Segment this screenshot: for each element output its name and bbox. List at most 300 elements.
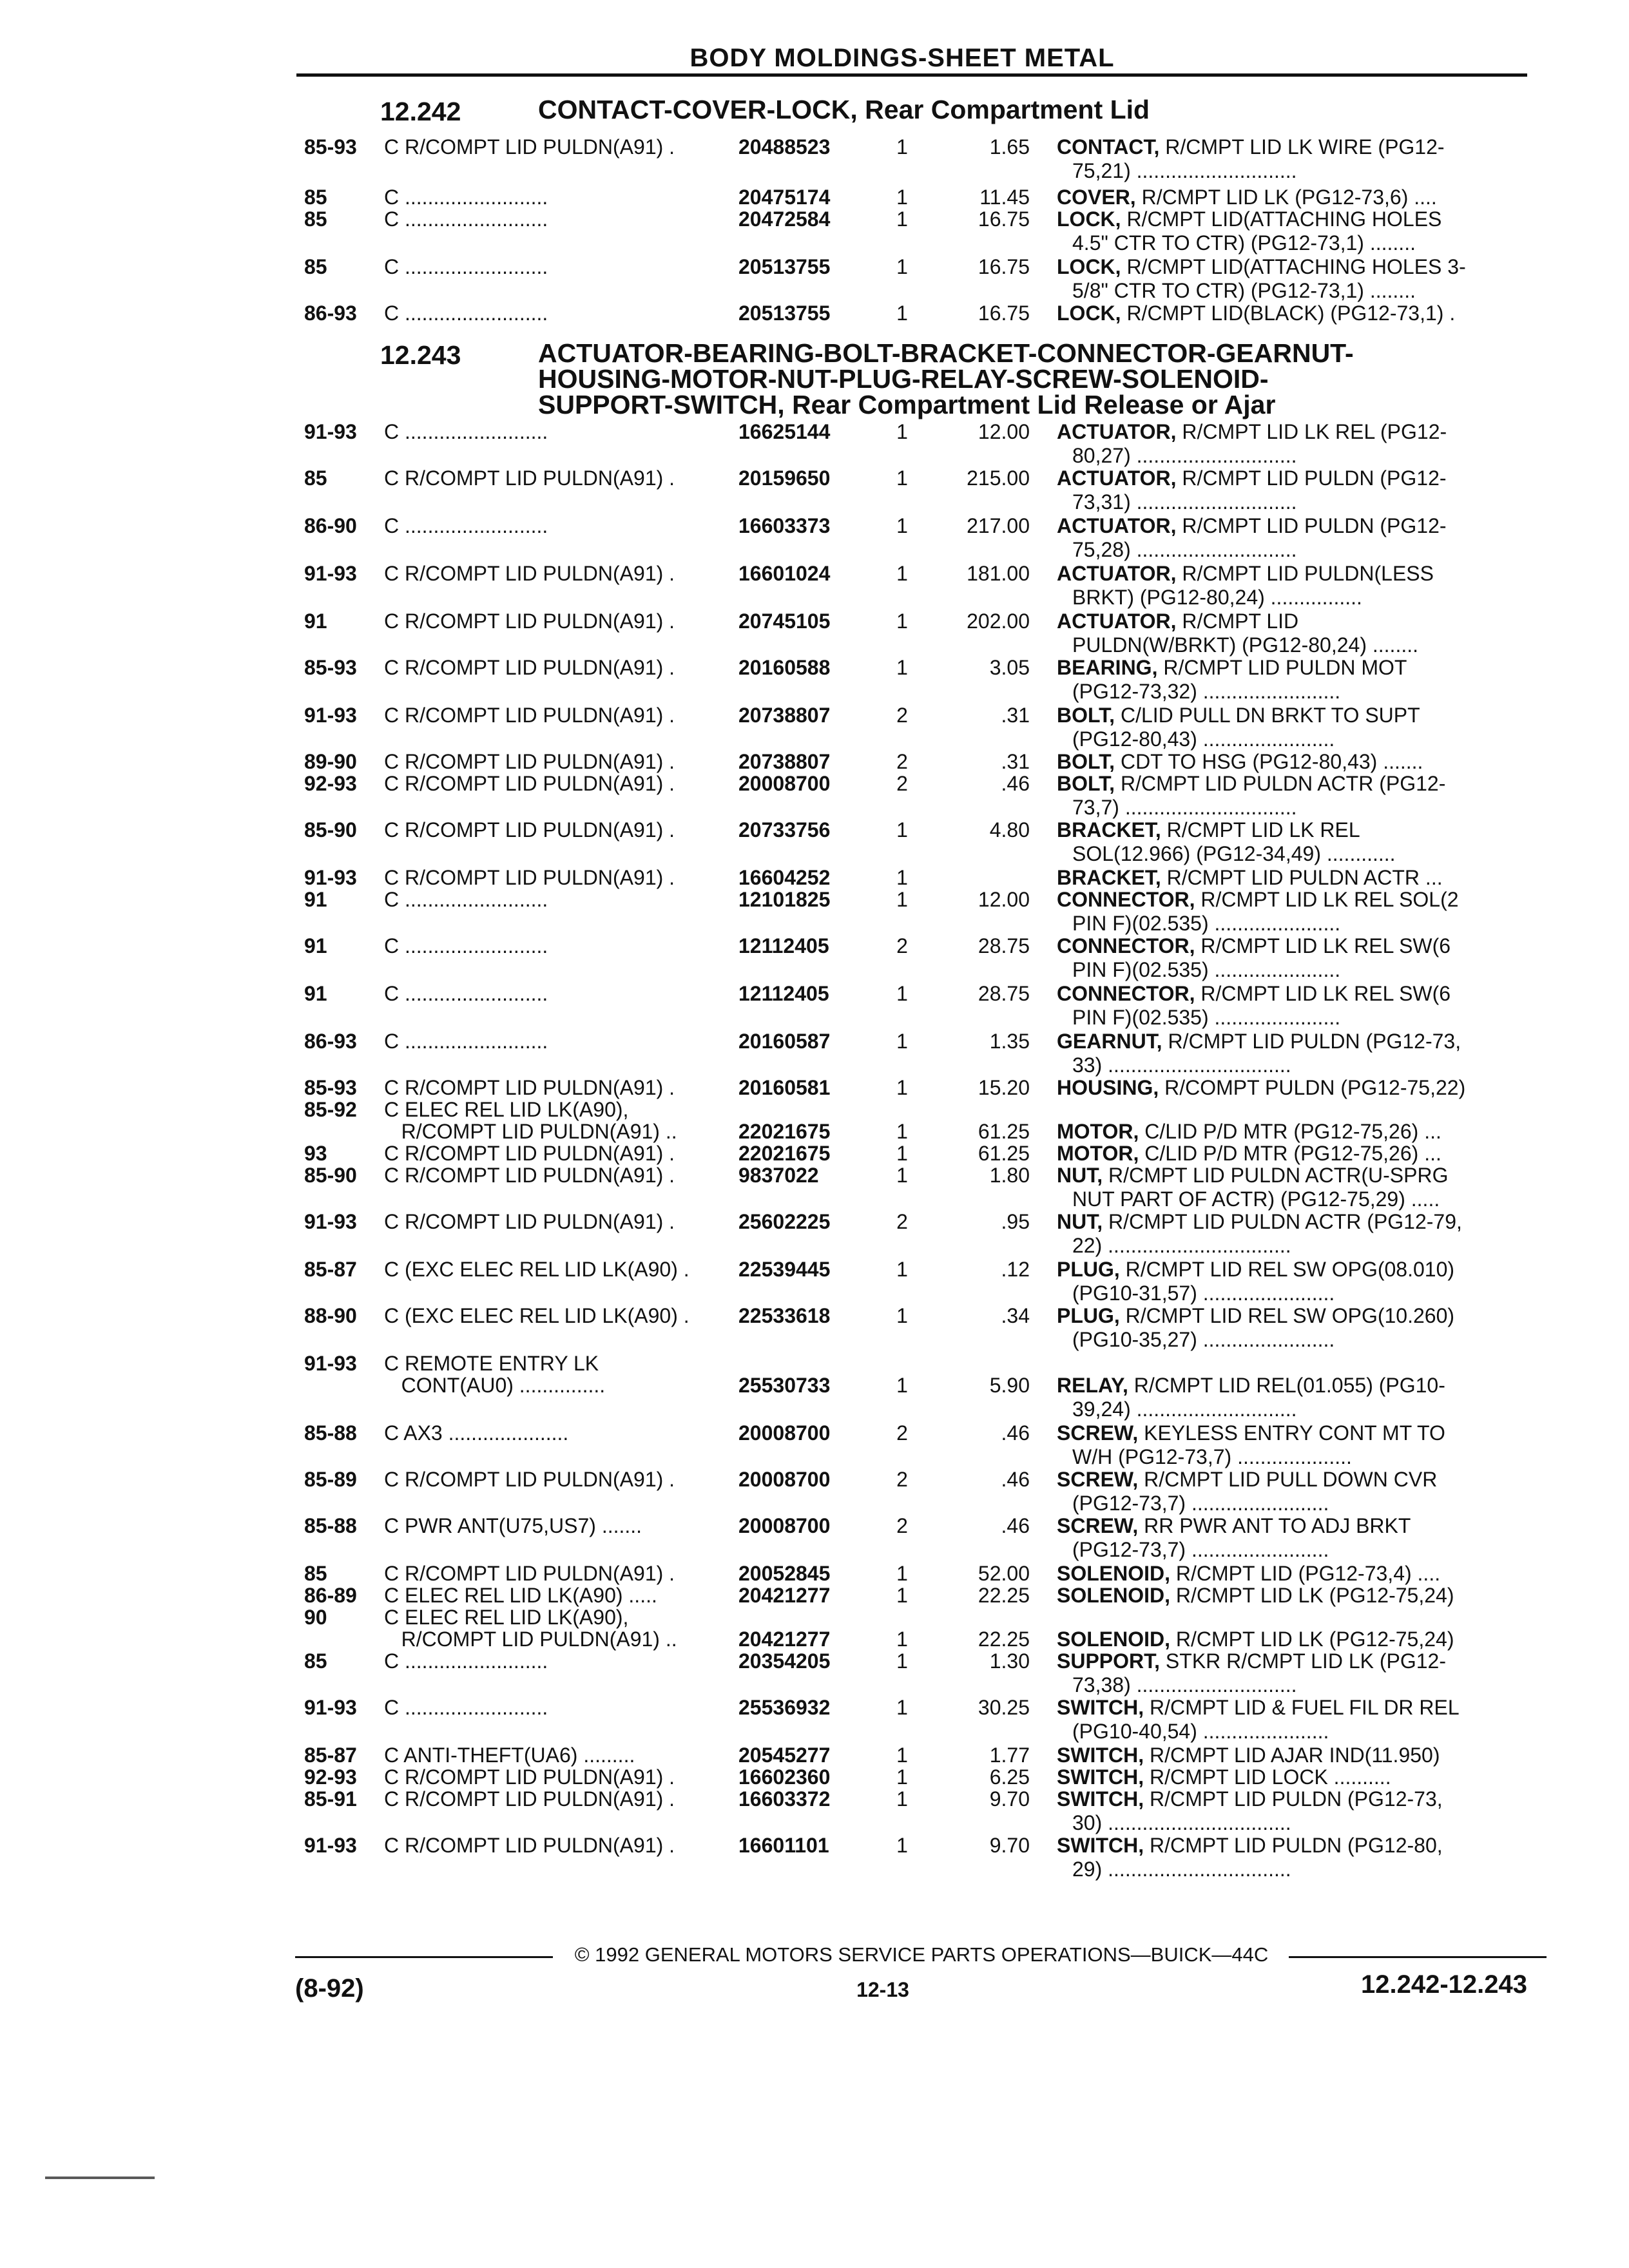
part-quantity: 1 [896,207,908,231]
part-name-continuation: 29) ................................ [1072,1858,1291,1881]
part-description: C R/COMPT LID PULDN(A91) . [384,704,675,727]
part-description: C R/COMPT LID PULDN(A91) . [384,772,675,795]
part-name-keyword: MOTOR, [1057,1120,1139,1143]
part-name [1057,866,1527,890]
part-name [1057,888,1527,936]
part-name-continuation: 73,7) .............................. [1072,796,1297,819]
part-name-detail: R/CMPT LID (PG12-73,4) .... [1170,1562,1441,1585]
part-price: 22.25 [978,1628,1030,1651]
part-number: 20472584 [738,207,831,231]
part-name-detail: R/CMPT LID LK REL SW(6 [1195,982,1451,1005]
part-number: 12101825 [738,888,831,911]
part-name-detail: R/CMPT LID [1176,610,1299,633]
part-name-continuation: (PG12-73,7) ........................ [1072,1538,1329,1561]
part-name-keyword: SCREW, [1057,1514,1139,1537]
part-name [1057,1304,1527,1352]
part-name-detail: R/CMPT LID PULDN (PG12-73, [1144,1787,1443,1811]
footer-date: (8-92) [295,1974,364,2003]
part-description: C ......................... [384,420,548,443]
part-years: 85 [304,255,327,278]
part-name [1057,1584,1527,1608]
part-description: C ......................... [384,888,548,911]
part-name-detail: C/LID P/D MTR (PG12-75,26) ... [1139,1142,1441,1165]
part-name-keyword: NUT, [1057,1164,1103,1187]
part-name [1057,772,1527,820]
part-name [1057,934,1527,982]
part-price: 1.80 [989,1164,1030,1187]
part-name-detail: R/CMPT LID PULDN ACTR(U-SPRG [1103,1164,1449,1187]
part-number: 20421277 [738,1584,831,1607]
part-number: 20008700 [738,1421,831,1445]
part-name-keyword: LOCK, [1057,302,1121,325]
part-name-detail: R/CMPT LID AJAR IND(11.950) [1144,1744,1440,1767]
part-name-keyword: RELAY, [1057,1374,1128,1397]
part-price: 28.75 [978,982,1030,1005]
part-number: 25536932 [738,1696,831,1719]
part-name-keyword: SOLENOID, [1057,1584,1171,1607]
part-name-detail: R/CMPT LID REL(01.055) (PG10- [1128,1374,1445,1397]
part-quantity: 1 [896,1076,908,1099]
footer-copyright: © 1992 GENERAL MOTORS SERVICE PARTS OPERATIONS—BUICK—44C [574,1943,1269,1966]
section-title-line: HOUSING-MOTOR-NUT-PLUG-RELAY-SCREW-SOLENOID- [538,364,1269,394]
part-name-keyword: ACTUATOR, [1057,514,1177,537]
part-description: C ELEC REL LID LK(A90) ..... [384,1584,657,1607]
part-number: 16601024 [738,562,831,585]
part-quantity: 2 [896,1514,908,1537]
part-name-continuation: PIN F)(02.535) ...................... [1072,958,1341,981]
part-name-keyword: ACTUATOR, [1057,466,1177,490]
part-name-detail: R/CMPT LID LK (PG12-75,24) [1170,1584,1454,1607]
part-name-detail: R/CMPT LID(ATTACHING HOLES [1121,207,1442,231]
part-name-detail: C/LID PULL DN BRKT TO SUPT [1115,704,1420,727]
part-name-keyword: SWITCH, [1057,1787,1144,1811]
part-price: 4.80 [989,818,1030,841]
part-quantity: 1 [896,135,908,159]
part-name-detail: R/CMPT LID REL SW OPG(08.010) [1119,1258,1455,1281]
part-quantity: 1 [896,1120,908,1143]
part-name [1057,1076,1527,1100]
part-price: 6.25 [989,1765,1030,1789]
part-number: 22021675 [738,1142,831,1165]
part-name [1057,982,1527,1030]
part-name-keyword: LOCK, [1057,207,1121,231]
part-description: C ......................... [384,302,548,325]
part-quantity: 1 [896,420,908,443]
section-number: 12.242 [380,97,461,126]
part-name [1057,1210,1527,1258]
part-name-keyword: MOTOR, [1057,1142,1139,1165]
part-years: 85-92 [304,1098,357,1121]
part-years: 85 [304,207,327,231]
part-name-keyword: SCREW, [1057,1421,1139,1445]
part-number: 20513755 [738,255,831,278]
part-years: 85 [304,466,327,490]
part-name-keyword: COVER, [1057,186,1136,209]
part-number: 25530733 [738,1374,831,1397]
part-name [1057,1628,1527,1651]
footer-rule [1289,1956,1547,1958]
part-number: 25602225 [738,1210,831,1233]
part-name [1057,656,1527,704]
part-name-detail: R/CMPT LID LK REL [1161,818,1360,841]
part-name [1057,1787,1527,1835]
part-description: C ......................... [384,186,548,209]
part-name-keyword: HOUSING, [1057,1076,1159,1099]
part-years: 91-93 [304,866,357,889]
part-quantity: 2 [896,1421,908,1445]
part-name [1057,1514,1527,1562]
part-name [1057,562,1527,610]
part-number: 16625144 [738,420,831,443]
part-name [1057,818,1527,866]
part-number: 16603372 [738,1787,831,1811]
part-quantity: 1 [896,1142,908,1165]
part-name-continuation: 80,27) ............................ [1072,444,1297,467]
part-quantity: 2 [896,772,908,795]
part-quantity: 1 [896,610,908,633]
part-quantity: 2 [896,750,908,773]
part-description: C R/COMPT LID PULDN(A91) . [384,1076,675,1099]
part-number: 20160581 [738,1076,831,1099]
part-price: .95 [1001,1210,1030,1233]
part-quantity: 1 [896,888,908,911]
footer-rule [295,1956,553,1958]
part-name-keyword: PLUG, [1057,1258,1120,1281]
part-name [1057,1164,1527,1211]
part-name-continuation: 22) ................................ [1072,1234,1291,1257]
part-name [1057,1834,1527,1881]
part-number: 20738807 [738,750,831,773]
part-name-continuation: 33) ................................ [1072,1053,1291,1077]
part-name-continuation: 75,21) ............................ [1072,159,1297,182]
part-name-continuation: W/H (PG12-73,7) .................... [1072,1445,1352,1468]
part-name [1057,1562,1527,1586]
part-number: 16603373 [738,514,831,537]
part-price: 12.00 [978,888,1030,911]
part-name-keyword: BOLT, [1057,772,1115,795]
part-name-continuation: PIN F)(02.535) ...................... [1072,1006,1341,1029]
part-name-detail: RR PWR ANT TO ADJ BRKT [1138,1514,1411,1537]
part-years: 92-93 [304,772,357,795]
part-name-detail: R/CMPT LID LK REL (PG12- [1176,420,1447,443]
part-years: 92-93 [304,1765,357,1789]
part-years: 85 [304,1562,327,1585]
part-name [1057,186,1527,209]
part-price: 16.75 [978,255,1030,278]
part-name [1057,1744,1527,1767]
part-quantity: 1 [896,562,908,585]
part-description: C ......................... [384,934,548,957]
part-name-continuation: PIN F)(02.535) ...................... [1072,912,1341,935]
part-quantity: 1 [896,1562,908,1585]
part-price: .12 [1001,1258,1030,1281]
part-name [1057,610,1527,657]
part-years: 91-93 [304,1834,357,1857]
part-name-keyword: SWITCH, [1057,1744,1144,1767]
part-name-detail: R/CMPT LID PULL DOWN CVR [1138,1468,1438,1491]
section-number: 12.243 [380,340,461,370]
part-name-detail: R/CMPT LID LK REL SW(6 [1195,934,1451,957]
part-number: 20008700 [738,772,831,795]
part-years: 85-89 [304,1468,357,1491]
part-name-detail: C/LID P/D MTR (PG12-75,26) ... [1139,1120,1441,1143]
part-description: C ......................... [384,514,548,537]
section-title-line: SUPPORT-SWITCH, Rear Compartment Lid Release or Ajar [538,390,1276,419]
section-title [538,340,1505,418]
part-name-continuation: (PG10-31,57) ....................... [1072,1282,1335,1305]
part-quantity: 1 [896,514,908,537]
part-name-keyword: ACTUATOR, [1057,610,1177,633]
part-name [1057,1374,1527,1421]
part-name-keyword: SOLENOID, [1057,1628,1171,1651]
part-years: 93 [304,1142,327,1165]
part-quantity: 1 [896,466,908,490]
part-description: C R/COMPT LID PULDN(A91) . [384,562,675,585]
part-number: 9837022 [738,1164,819,1187]
part-years: 85-90 [304,818,357,841]
part-description: C PWR ANT(U75,US7) ....... [384,1514,642,1537]
part-number: 22021675 [738,1120,831,1143]
part-description: C ELEC REL LID LK(A90), [384,1098,629,1121]
part-name-continuation: (PG10-35,27) ....................... [1072,1328,1335,1351]
scan-mark [45,2177,155,2179]
part-price: .31 [1001,704,1030,727]
part-years: 91-93 [304,1352,357,1375]
part-years: 91 [304,888,327,911]
part-quantity: 1 [896,1696,908,1719]
part-name-detail: R/CMPT LID PULDN ACTR (PG12-79, [1103,1210,1462,1233]
part-name-continuation: 75,28) ............................ [1072,538,1297,561]
part-price: 12.00 [978,420,1030,443]
part-description: C ......................... [384,1030,548,1053]
part-price: .46 [1001,1514,1030,1537]
part-years: 86-93 [304,1030,357,1053]
part-quantity: 1 [896,1030,908,1053]
part-description: C ELEC REL LID LK(A90), [384,1606,629,1629]
part-name [1057,1765,1527,1789]
footer-page-number: 12-13 [856,1978,909,2001]
part-name [1057,1649,1527,1697]
part-name-detail: R/CMPT LID PULDN ACTR (PG12- [1115,772,1446,795]
part-price: 1.30 [989,1649,1030,1673]
part-name-detail: STKR R/CMPT LID LK (PG12- [1160,1649,1446,1673]
part-name-keyword: CONNECTOR, [1057,888,1195,911]
part-quantity: 2 [896,934,908,957]
footer-section-range: 12.242-12.243 [1360,1970,1527,1999]
part-name-keyword: BRACKET, [1057,866,1161,889]
part-number: 20008700 [738,1468,831,1491]
part-quantity: 1 [896,1765,908,1789]
part-quantity: 1 [896,1164,908,1187]
part-name [1057,255,1527,303]
part-years: 91-93 [304,704,357,727]
part-number: 20738807 [738,704,831,727]
part-price: 217.00 [967,514,1030,537]
part-description: C R/COMPT LID PULDN(A91) . [384,818,675,841]
part-years: 85-93 [304,135,357,159]
part-name-detail: R/CMPT LID PULDN MOT [1157,656,1407,679]
part-name-keyword: SOLENOID, [1057,1562,1171,1585]
part-name-detail: R/CMPT LID LK WIRE (PG12- [1159,135,1445,159]
part-price: 202.00 [967,610,1030,633]
part-quantity: 1 [896,656,908,679]
part-quantity: 1 [896,186,908,209]
part-description: C R/COMPT LID PULDN(A91) . [384,750,675,773]
part-number: 20733756 [738,818,831,841]
part-quantity: 2 [896,1210,908,1233]
part-name-detail: KEYLESS ENTRY CONT MT TO [1138,1421,1445,1445]
part-price: 1.65 [989,135,1030,159]
part-name [1057,1258,1527,1305]
part-price: 181.00 [967,562,1030,585]
part-description: C R/COMPT LID PULDN(A91) . [384,1765,675,1789]
part-price: 22.25 [978,1584,1030,1607]
part-quantity: 1 [896,255,908,278]
part-number: 16601101 [738,1834,829,1857]
part-name [1057,466,1527,514]
part-name-continuation: 4.5" CTR TO CTR) (PG12-73,1) ........ [1072,231,1416,255]
part-number: 20160587 [738,1030,831,1053]
part-years: 91-93 [304,1696,357,1719]
part-description: C ......................... [384,1649,548,1673]
part-number: 22533618 [738,1304,831,1327]
part-quantity: 1 [896,1787,908,1811]
part-number: 20421277 [738,1628,831,1651]
part-name-keyword: GEARNUT, [1057,1030,1162,1053]
part-name-continuation: BRKT) (PG12-80,24) ................ [1072,586,1362,609]
part-name-keyword: CONNECTOR, [1057,934,1195,957]
part-price: .46 [1001,1468,1030,1491]
part-name-detail: R/CMPT LID PULDN(LESS [1176,562,1434,585]
part-number: 20354205 [738,1649,831,1673]
part-description: C R/COMPT LID PULDN(A91) . [384,466,675,490]
part-number: 20475174 [738,186,831,209]
part-price: .31 [1001,750,1030,773]
part-price: 11.45 [979,186,1030,209]
part-name-detail: R/COMPT PULDN (PG12-75,22) [1159,1076,1466,1099]
part-name [1057,1696,1527,1744]
part-years: 86-89 [304,1584,357,1607]
part-description: R/COMPT LID PULDN(A91) .. [384,1628,677,1651]
part-years: 91 [304,610,327,633]
part-name-continuation: 73,38) ............................ [1072,1673,1297,1696]
part-number: 20545277 [738,1744,831,1767]
part-description: C ......................... [384,1696,548,1719]
section-title: CONTACT-COVER-LOCK, Rear Compartment Lid [538,95,1150,124]
part-name-continuation: 39,24) ............................ [1072,1398,1297,1421]
part-price: 9.70 [989,1834,1030,1857]
part-quantity: 2 [896,704,908,727]
part-quantity: 1 [896,1374,908,1397]
part-price: 1.35 [989,1030,1030,1053]
part-name-keyword: SWITCH, [1057,1834,1144,1857]
part-price: 9.70 [989,1787,1030,1811]
part-number: 20745105 [738,610,831,633]
part-price: 1.77 [989,1744,1030,1767]
part-description: C ......................... [384,207,548,231]
part-quantity: 1 [896,1258,908,1281]
part-description: CONT(AU0) ............... [384,1374,606,1397]
part-description: C R/COMPT LID PULDN(A91) . [384,1210,675,1233]
part-name-keyword: BOLT, [1057,704,1115,727]
part-number: 20160588 [738,656,831,679]
part-years: 85-87 [304,1258,357,1281]
part-name-detail: R/CMPT LID PULDN (PG12-80, [1144,1834,1443,1857]
part-number: 20513755 [738,302,831,325]
part-name-detail: R/CMPT LID(BLACK) (PG12-73,1) . [1121,302,1456,325]
part-description: C ......................... [384,255,548,278]
part-years: 85-93 [304,656,357,679]
part-price: 15.20 [978,1076,1030,1099]
part-name [1057,135,1527,183]
part-name-detail: R/CMPT LID LK (PG12-73,6) .... [1135,186,1437,209]
part-years: 86-93 [304,302,357,325]
part-name-keyword: SUPPORT, [1057,1649,1161,1673]
part-name-keyword: PLUG, [1057,1304,1120,1327]
part-name-keyword: SWITCH, [1057,1765,1144,1789]
part-years: 85 [304,1649,327,1673]
part-years: 86-90 [304,514,357,537]
part-price: 16.75 [978,207,1030,231]
part-price: 215.00 [967,466,1030,490]
part-name-continuation: SOL(12.966) (PG12-34,49) ............ [1072,842,1396,865]
part-years: 89-90 [304,750,357,773]
part-name-keyword: BOLT, [1057,750,1115,773]
part-years: 91-93 [304,562,357,585]
part-name-detail: R/CMPT LID LK REL SOL(2 [1195,888,1459,911]
part-name-detail: R/CMPT LID LK (PG12-75,24) [1170,1628,1454,1651]
part-price: 3.05 [989,656,1030,679]
part-number: 16604252 [738,866,831,889]
part-name-detail: CDT TO HSG (PG12-80,43) ....... [1115,750,1423,773]
part-name [1057,514,1527,562]
part-name-continuation: NUT PART OF ACTR) (PG12-75,29) ..... [1072,1187,1440,1211]
part-quantity: 2 [896,1468,908,1491]
part-years: 91-93 [304,1210,357,1233]
part-years: 85-91 [304,1787,357,1811]
part-description: C R/COMPT LID PULDN(A91) . [384,656,675,679]
part-number: 20052845 [738,1562,831,1585]
part-name-keyword: CONNECTOR, [1057,982,1195,1005]
part-name [1057,1030,1527,1077]
part-quantity: 1 [896,1834,908,1857]
part-description: C ANTI-THEFT(UA6) ......... [384,1744,635,1767]
part-number: 20008700 [738,1514,831,1537]
part-description: C R/COMPT LID PULDN(A91) . [384,1562,675,1585]
part-quantity: 1 [896,982,908,1005]
part-name-keyword: NUT, [1057,1210,1103,1233]
part-years: 85-93 [304,1076,357,1099]
part-name [1057,420,1527,468]
part-quantity: 1 [896,302,908,325]
part-price: .46 [1001,772,1030,795]
part-years: 91-93 [304,420,357,443]
part-price: .46 [1001,1421,1030,1445]
part-description: C R/COMPT LID PULDN(A91) . [384,866,675,889]
part-price: .34 [1001,1304,1030,1327]
part-quantity: 1 [896,1649,908,1673]
part-name-detail: R/CMPT LID(ATTACHING HOLES 3- [1121,255,1466,278]
part-name-continuation: 5/8" CTR TO CTR) (PG12-73,1) ........ [1072,279,1416,302]
part-number: 12112405 [738,982,829,1005]
part-description: C R/COMPT LID PULDN(A91) . [384,1834,675,1857]
part-name-continuation: (PG12-73,32) ........................ [1072,680,1341,703]
part-price: 52.00 [978,1562,1030,1585]
part-years: 91 [304,982,327,1005]
part-name-keyword: CONTACT, [1057,135,1160,159]
part-name [1057,750,1527,774]
part-name-keyword: ACTUATOR, [1057,562,1177,585]
